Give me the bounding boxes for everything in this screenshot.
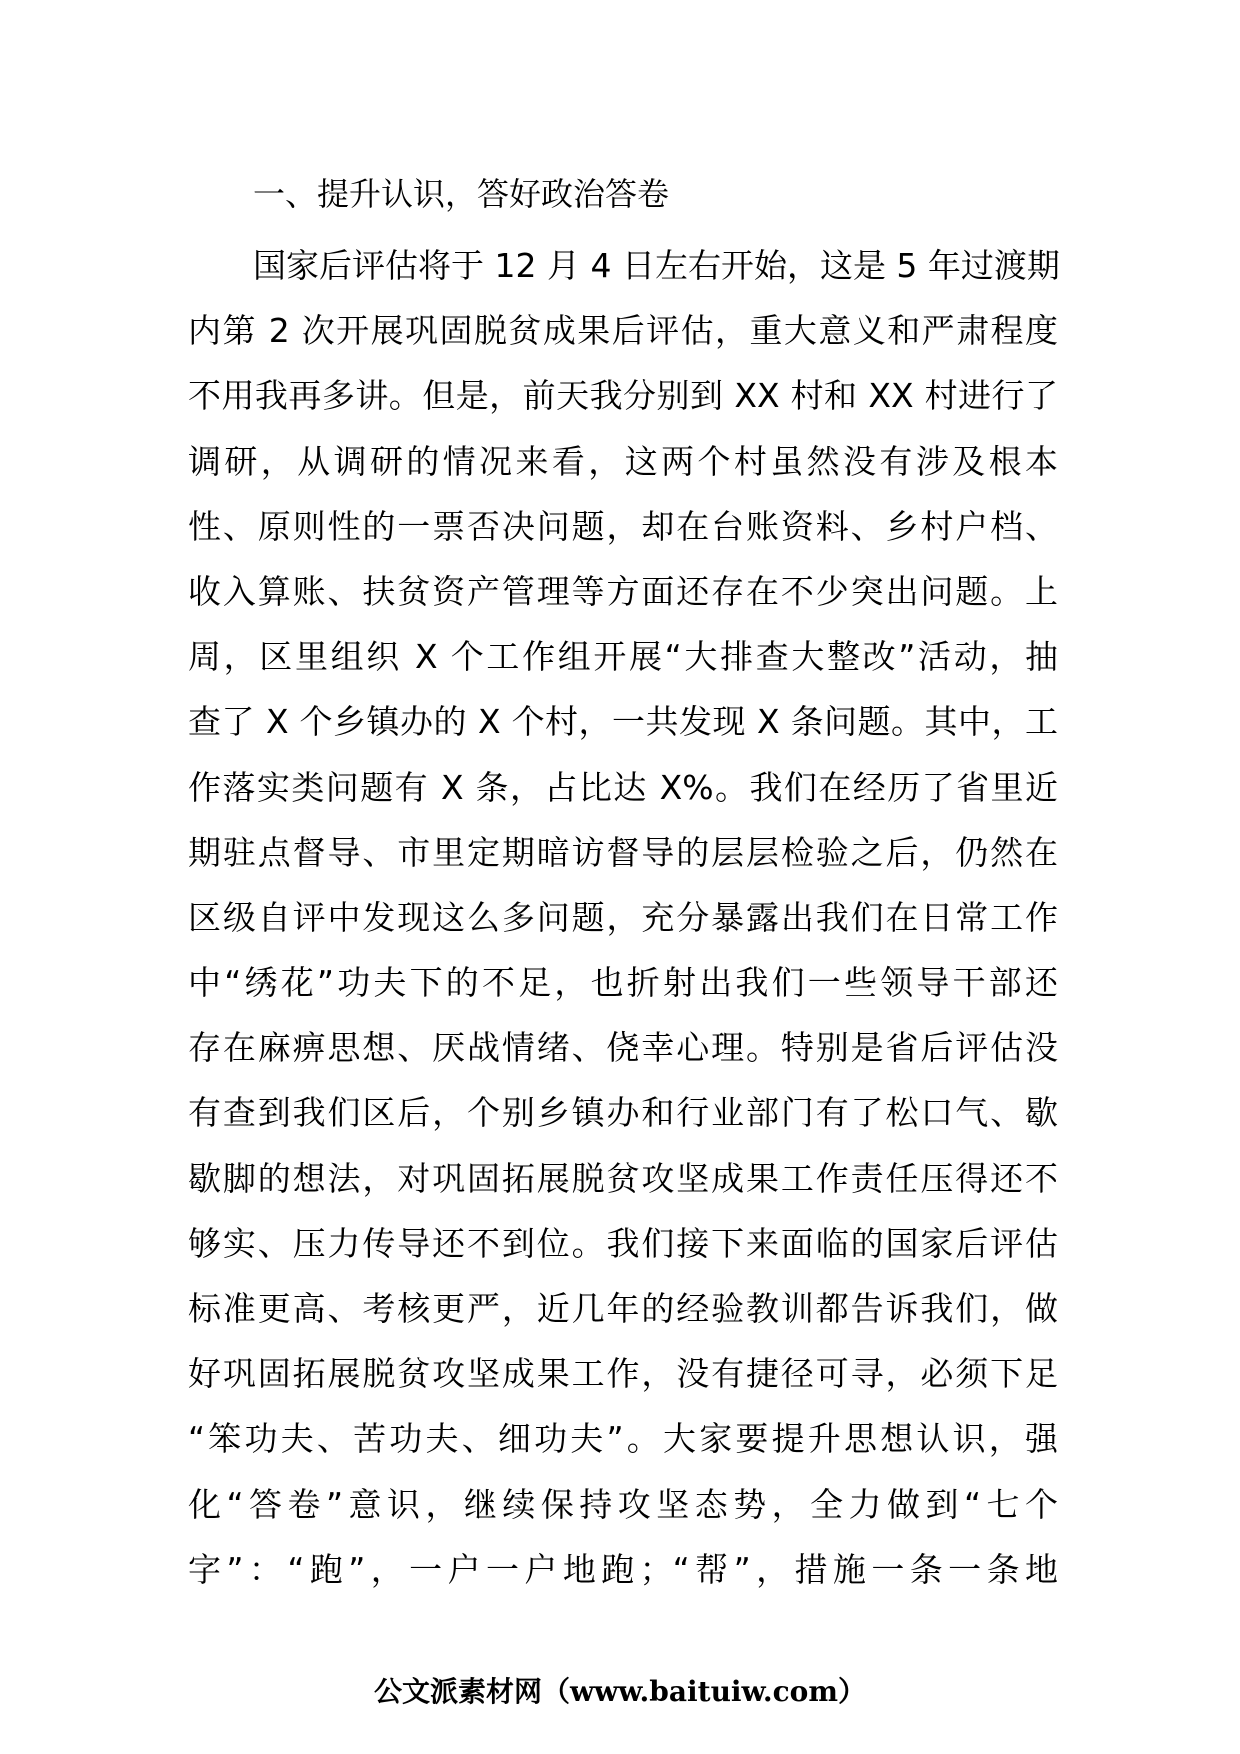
text-line: 存在麻痹思想、厌战情绪、侥幸心理。特别是省后评估没: [188, 1028, 1058, 1068]
text-line: 期驻点督导、市里定期暗访督导的层层检验之后，仍然在: [188, 832, 1058, 872]
text-line: 字”：“跑”，一户一户地跑；“帮”，措施一条一条地: [188, 1549, 1058, 1589]
text-line: 收入算账、扶贫资产管理等方面还存在不少突出问题。上: [188, 571, 1058, 611]
text-line: 化“答卷”意识，继续保持攻坚态势，全力做到“七个: [188, 1484, 1058, 1524]
text-line: 区级自评中发现这么多问题，充分暴露出我们在日常工作: [188, 897, 1058, 937]
text-line: 中“绣花”功夫下的不足，也折射出我们一些领导干部还: [188, 963, 1058, 1003]
text-line: 性、原则性的一票否决问题，却在台账资料、乡村户档、: [188, 506, 1058, 546]
text-line: 调研，从调研的情况来看，这两个村虽然没有涉及根本: [188, 441, 1058, 481]
text-line: 有查到我们区后，个别乡镇办和行业部门有了松口气、歇: [188, 1093, 1058, 1133]
text-line: 够实、压力传导还不到位。我们接下来面临的国家后评估: [188, 1223, 1058, 1263]
text-line: 不用我再多讲。但是，前天我分别到 XX 村和 XX 村进行了: [188, 376, 1058, 416]
footer-watermark: 公文派素材网（www.baituiw.com）: [374, 1675, 866, 1708]
text-line: 国家后评估将于 12 月 4 日左右开始，这是 5 年过渡期: [253, 246, 1060, 285]
text-line: “笨功夫、苦功夫、细功夫”。大家要提升思想认识，强: [188, 1419, 1058, 1459]
text-line: 好巩固拓展脱贫攻坚成果工作，没有捷径可寻，必须下足: [188, 1354, 1058, 1394]
section-heading: 一、提升认识，答好政治答卷: [253, 175, 670, 213]
text-line: 歇脚的想法，对巩固拓展脱贫攻坚成果工作责任压得还不: [188, 1158, 1058, 1198]
text-line: 内第 2 次开展巩固脱贫成果后评估，重大意义和严肃程度: [188, 311, 1058, 351]
body-paragraph: [188, 238, 1058, 1607]
text-line: 周，区里组织 X 个工作组开展“大排查大整改”活动，抽: [188, 637, 1058, 677]
text-line: 标准更高、考核更严，近几年的经验教训都告诉我们，做: [188, 1289, 1058, 1328]
text-line: 作落实类问题有 X 条，占比达 X%。我们在经历了省里近: [188, 767, 1058, 807]
text-line: 查了 X 个乡镇办的 X 个村，一共发现 X 条问题。其中，工: [188, 702, 1058, 742]
